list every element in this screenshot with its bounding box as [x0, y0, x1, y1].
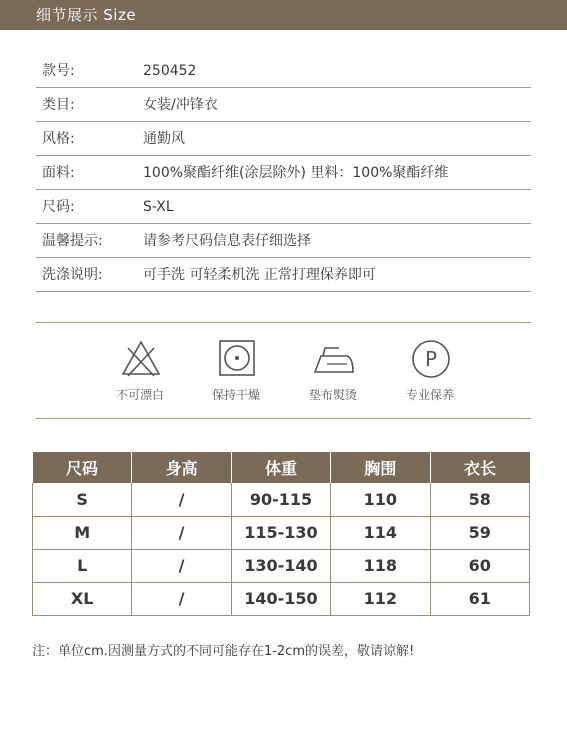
- table-cell: M: [33, 516, 132, 549]
- table-cell: 110: [331, 483, 430, 516]
- detail-row-style: [36, 122, 531, 156]
- detail-label: 款号:: [42, 63, 75, 79]
- care-label: 专业保养: [405, 388, 454, 402]
- detail-value: 女装/冲锋衣: [143, 97, 218, 113]
- no-bleach-icon: [120, 338, 162, 380]
- table-cell: 112: [331, 582, 430, 615]
- care-label: 垫布熨烫: [308, 388, 357, 402]
- table-cell: 61: [430, 582, 529, 615]
- detail-row-size: [36, 190, 531, 224]
- detail-label: 洗涤说明:: [42, 267, 103, 283]
- table-row: [33, 483, 530, 516]
- header-bar: [0, 0, 567, 30]
- table-cell: /: [132, 516, 231, 549]
- care-item-professional: [385, 338, 475, 408]
- header-cell: 体重: [231, 452, 330, 483]
- detail-value: 请参考尺码信息表仔细选择: [143, 233, 311, 249]
- detail-value: S-XL: [143, 199, 174, 215]
- detail-row-washing: [36, 258, 531, 292]
- header-title: 细节展示 Size: [36, 6, 137, 24]
- care-divider-bottom: [36, 418, 531, 419]
- table-cell: 118: [331, 549, 430, 582]
- table-cell: 115-130: [231, 516, 330, 549]
- detail-label: 类目:: [42, 97, 75, 113]
- care-label: 保持干燥: [211, 388, 260, 402]
- measurement-note: 注：单位cm.因测量方式的不同可能存在1-2cm的误差，敬请谅解!: [32, 644, 415, 659]
- detail-label: 温馨提示:: [42, 233, 103, 249]
- detail-label: 面料:: [42, 165, 75, 181]
- table-cell: S: [33, 483, 132, 516]
- table-cell: /: [132, 582, 231, 615]
- table-row: [33, 516, 530, 549]
- svg-text:P: P: [424, 347, 438, 371]
- professional-care-icon: [410, 338, 452, 380]
- size-table-header: [33, 452, 530, 483]
- care-item-keep-dry: [191, 338, 281, 408]
- detail-row-fabric: [36, 156, 531, 190]
- care-divider-top: [36, 322, 531, 323]
- table-row: [33, 549, 530, 582]
- table-cell: 90-115: [231, 483, 330, 516]
- detail-row-category: [36, 88, 531, 122]
- detail-value: 通勤风: [143, 131, 185, 147]
- detail-label: 尺码:: [42, 199, 75, 215]
- care-item-iron: [288, 338, 378, 408]
- table-row: [33, 582, 530, 615]
- table-cell: 140-150: [231, 582, 330, 615]
- detail-row-tips: [36, 224, 531, 258]
- size-table: [32, 452, 530, 616]
- tumble-dry-icon: [216, 338, 258, 380]
- detail-value: 可手洗 可轻柔机洗 正常打理保养即可: [143, 267, 376, 283]
- iron-icon: [313, 338, 355, 380]
- detail-value: 100%聚酯纤维(涂层除外) 里料：100%聚酯纤维: [143, 165, 449, 181]
- table-cell: XL: [33, 582, 132, 615]
- detail-label: 风格:: [42, 131, 75, 147]
- table-cell: 59: [430, 516, 529, 549]
- table-cell: /: [132, 483, 231, 516]
- header-cell: 胸围: [331, 452, 430, 483]
- care-label: 不可漂白: [115, 388, 164, 402]
- header-cell: 衣长: [430, 452, 529, 483]
- care-item-no-bleach: [95, 338, 185, 408]
- table-cell: 58: [430, 483, 529, 516]
- detail-row-style-number: [36, 54, 531, 88]
- header-cell: 身高: [132, 452, 231, 483]
- table-cell: L: [33, 549, 132, 582]
- header-cell: 尺码: [33, 452, 132, 483]
- table-cell: 114: [331, 516, 430, 549]
- detail-value: 250452: [143, 63, 197, 79]
- table-cell: 130-140: [231, 549, 330, 582]
- table-cell: 60: [430, 549, 529, 582]
- table-cell: /: [132, 549, 231, 582]
